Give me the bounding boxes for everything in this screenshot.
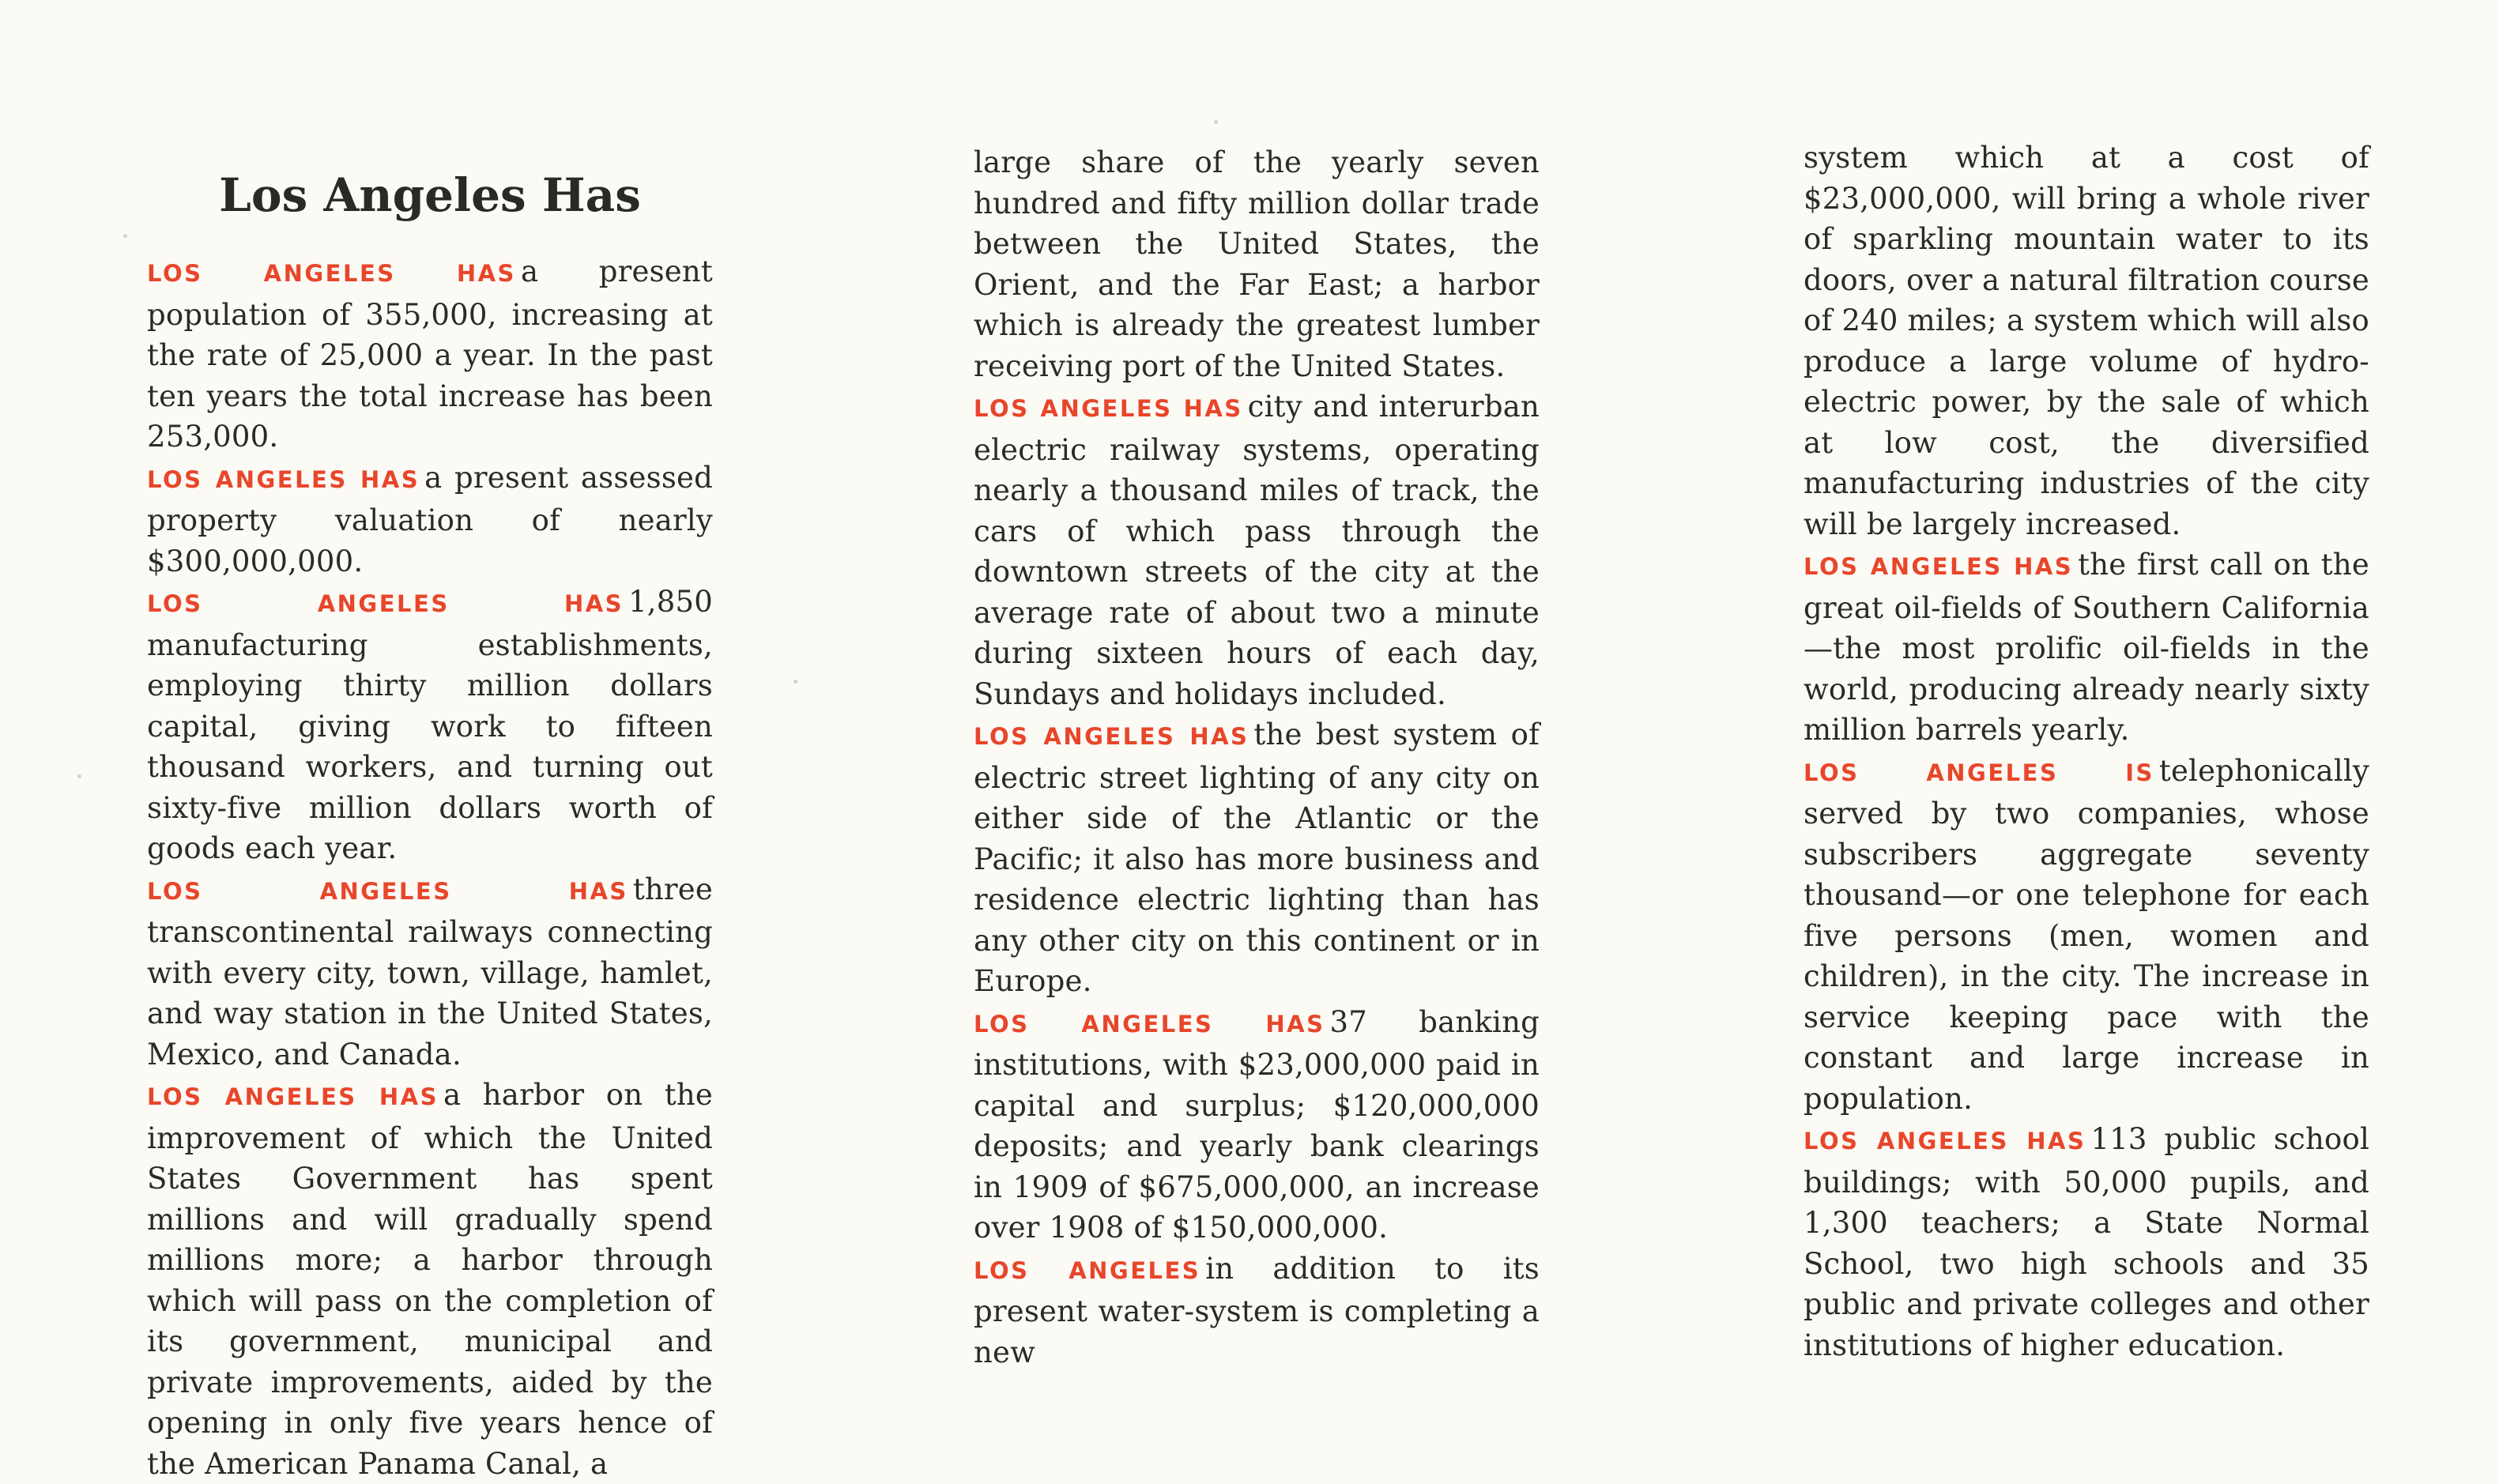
paragraph-street-lighting (974, 714, 1540, 1002)
lead-phrase: LOS ANGELES HAS (147, 465, 420, 493)
paragraph-text: the best system of electric street lighting of any city on either side of the Atlantic or the Pacific; it also has more business and residence electric lighting than has any other city on this continent or in Europe. (974, 718, 1540, 998)
lead-phrase: LOS ANGELES HAS (1804, 553, 2074, 580)
paper-speck (1214, 120, 1218, 124)
paragraph-harbor (147, 1075, 713, 1484)
paragraph-text: a harbor on the improvement of which the United States Government has spent millions and will gradually spend millions more; a harbor through which will pass on the completion of its government, municipal and private improvements, aided by the opening in only five years hence of the American Panama Canal, a (147, 1078, 713, 1481)
paragraph-oil-fields (1804, 544, 2369, 751)
lead-phrase: LOS ANGELES (974, 1256, 1201, 1284)
paper-speck (123, 234, 127, 238)
paragraph-text: system which at a cost of $23,000,000, will bring a whole river of sparkling mountain water to its doors, over a natural filtration course of 240 miles; a system which will also produce a large volume of hydro-electric power, by the sale of which at low cost, the diversified manufacturing industries of the city will be largely increased. (1804, 141, 2369, 541)
paragraph-text: a present population of 355,000, increasing at the rate of 25,000 a year. In the past ten years the total increase has been 253,000. (147, 254, 713, 454)
lead-phrase: LOS ANGELES HAS (147, 260, 516, 287)
text-column-2 (974, 142, 1540, 1373)
lead-phrase: LOS ANGELES HAS (147, 1083, 439, 1110)
paragraph-water-system-continued (1804, 137, 2369, 544)
paragraph-text: 37 banking institutions, with $23,000,000 paid in capital and surplus; $120,000,000 deposits; and yearly bank clearings in 1909 of $675,000,000, an increase over 1908 of $150,000,000. (974, 1004, 1540, 1245)
paragraph-electric-railway (974, 386, 1540, 714)
paragraph-text: large share of the yearly seven hundred and fifty million dollar trade between the United States, the Orient, and the Far East; a harbor which is already the greatest lumber receiving port of the United States. (974, 145, 1540, 383)
paragraph-text: 113 public school buildings; with 50,000 pupils, and 1,300 teachers; a State Normal School, two high schools and 35 public and private colleges and other institutions of higher education. (1804, 1122, 2369, 1362)
paragraph-text: three transcontinental railways connecting with every city, town, village, hamlet, and way station in the United States, Mexico, and Canada. (147, 872, 713, 1072)
paragraph-text: city and interurban electric railway systems, operating nearly a thousand miles of track, the cars of which pass through the downtown streets of the city at the average rate of about two a minute during sixteen hours of each day, Sundays and holidays included. (974, 390, 1540, 711)
paragraph-telephone (1804, 751, 2369, 1120)
paragraph-manufacturing (147, 582, 713, 869)
paragraph-schools (1804, 1119, 2369, 1365)
paper-speck (793, 680, 797, 684)
paragraph-banking (974, 1002, 1540, 1249)
lead-phrase: LOS ANGELES IS (1804, 759, 2154, 786)
paragraph-harbor-continued (974, 142, 1540, 386)
paragraph-population (147, 251, 713, 458)
lead-phrase: LOS ANGELES HAS (1804, 1128, 2086, 1154)
paragraph-water-system (974, 1249, 1540, 1373)
page-title: Los Angeles Has (219, 168, 641, 222)
text-column-3 (1804, 137, 2369, 1365)
paragraph-text: a present assessed property valuation of nearly $300,000,000. (147, 460, 713, 578)
lead-phrase: LOS ANGELES HAS (974, 395, 1243, 422)
paper-speck (77, 774, 81, 778)
text-column-1 (147, 251, 713, 1484)
lead-phrase: LOS ANGELES HAS (974, 1010, 1325, 1038)
lead-phrase: LOS ANGELES HAS (147, 590, 624, 617)
paragraph-railways (147, 869, 713, 1075)
paragraph-text: the first call on the great oil-fields of Southern California —the most prolific oil-fields in the world, producing already nearly sixty million barrels yearly. (1804, 548, 2370, 747)
paragraph-property-valuation (147, 458, 713, 582)
lead-phrase: LOS ANGELES HAS (974, 723, 1250, 750)
paragraph-text: telephonically served by two companies, whose subscribers aggregate seventy thousand—or one telephone for each five persons (men, women and children), in the city. The increase in service keeping pace with the constant and large increase in population. (1804, 753, 2369, 1116)
paragraph-text: in addition to its present water-system is completing a new (974, 1251, 1540, 1369)
lead-phrase: LOS ANGELES HAS (147, 877, 628, 905)
paragraph-text: 1,850 manufacturing establishments, employing thirty million dollars capital, giving work to fifteen thousand workers, and turning out sixty-five million dollars worth of goods each year. (147, 585, 713, 865)
